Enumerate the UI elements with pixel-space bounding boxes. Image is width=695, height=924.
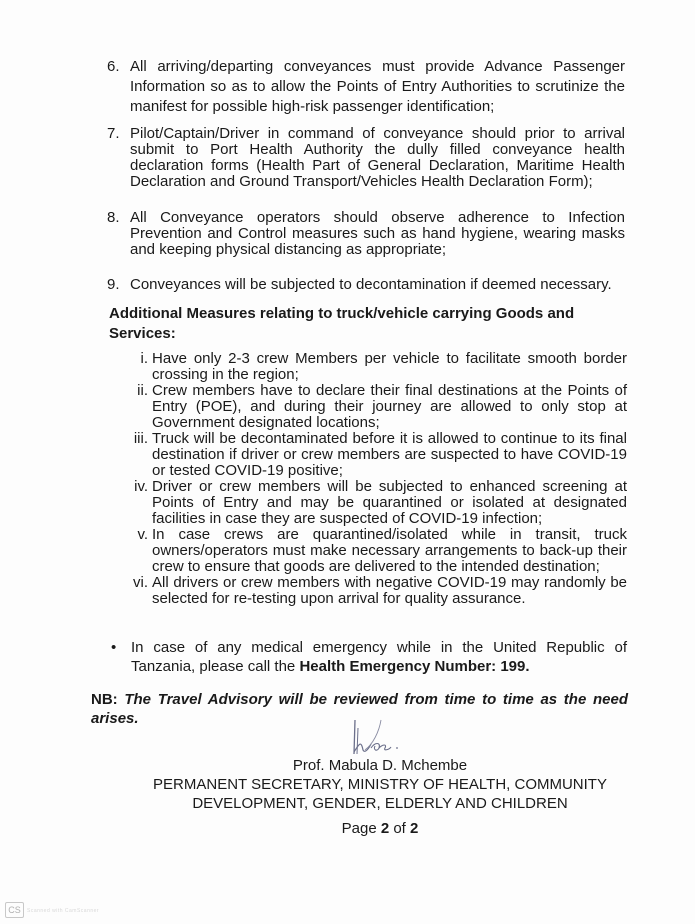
signatory-title-line-2: DEVELOPMENT, GENDER, ELDERLY AND CHILDREN xyxy=(192,795,568,812)
item-text: Conveyances will be subjected to decontamination if deemed necessary. xyxy=(130,276,612,293)
list-item xyxy=(124,431,627,479)
item-number: 8. xyxy=(107,209,120,226)
list-item-text: In case crews are quarantined/isolated while in transit, truck owners/operators must make necessary arrangements to back-up their crew to ensure that goods are delivered to the intended destination; xyxy=(152,526,627,575)
numbered-item-8 xyxy=(107,210,625,258)
list-item-text: Driver or crew members will be subjected to enhanced screening at Points of Entry and may be quarantined or isolated at designated facilities in case they are suspected of COVID-19 infection; xyxy=(152,478,627,527)
list-item xyxy=(124,575,627,607)
list-item xyxy=(124,351,627,383)
item-text: Pilot/Captain/Driver in command of conveyance should prior to arrival submit to Port Health Authority the dully filled conveyance health declaration forms (Health Part of General Declaration, Maritime Health Declaration and Ground Transport/Vehicles Health Declaration Form); xyxy=(130,125,625,190)
list-marker: vi. xyxy=(133,574,148,591)
total-pages: 2 xyxy=(410,820,419,837)
list-marker: iv. xyxy=(134,478,148,495)
item-text: All Conveyance operators should observe adherence to Infection Prevention and Control measures such as hand hygiene, wearing masks and keeping physical distancing as appropriate; xyxy=(130,209,625,258)
list-item xyxy=(124,527,627,575)
emergency-number: Health Emergency Number: 199. xyxy=(299,658,530,675)
list-item-text: All drivers or crew members with negative COVID-19 may randomly be selected for re-testing upon arrival for quality assurance. xyxy=(152,574,627,607)
list-item xyxy=(124,479,627,527)
numbered-item-6 xyxy=(107,57,625,117)
signatory-name: Prof. Mabula D. Mchembe xyxy=(292,757,468,774)
camscanner-logo-icon: CS xyxy=(5,902,24,918)
signatory-block xyxy=(120,756,640,813)
list-item-text: Truck will be decontaminated before it is allowed to continue to its final destination if driver or crew members are suspected to have COVID-19 or tested COVID-19 positive; xyxy=(152,430,627,479)
numbered-item-7 xyxy=(107,126,625,190)
scanner-watermark-text: Scanned with CamScanner xyxy=(27,908,100,914)
numbered-item-9 xyxy=(107,275,625,294)
bullet-text-regular: In case of any medical emergency while in the United Republic of Tanzania, please call the xyxy=(131,639,627,675)
bullet-icon: • xyxy=(111,639,117,656)
list-marker: iii. xyxy=(133,430,148,447)
nb-text: The Travel Advisory will be reviewed from time to time as the need arises. xyxy=(91,691,628,727)
list-item-text: Crew members have to declare their final destinations at the Points of Entry (POE), and during their journey are allowed to only stop at Government designated locations; xyxy=(152,382,627,431)
signature-icon xyxy=(345,714,415,760)
list-marker: ii. xyxy=(137,382,148,399)
item-text: All arriving/departing conveyances must provide Advance Passenger Information so as to allow the Points of Entry Authorities to scrutinize the manifest for possible high-risk passenger identification; xyxy=(130,58,625,115)
list-marker: i. xyxy=(140,350,148,367)
item-number: 7. xyxy=(107,125,120,142)
roman-numeral-list xyxy=(124,351,627,607)
section-heading: Additional Measures relating to truck/vehicle carrying Goods and Services: xyxy=(109,305,575,342)
item-number: 9. xyxy=(107,276,120,293)
list-marker: v. xyxy=(137,526,148,543)
bullet-text xyxy=(131,638,627,676)
emergency-bullet xyxy=(111,638,627,676)
list-item xyxy=(124,383,627,431)
list-item-text: Have only 2-3 crew Members per vehicle to facilitate smooth border crossing in the region; xyxy=(152,350,627,383)
page-number: Page 2 of 2 xyxy=(341,820,419,837)
item-number: 6. xyxy=(107,58,120,75)
current-page: 2 xyxy=(380,820,390,837)
nb-label: NB: xyxy=(91,691,125,708)
signatory-title-line-1: PERMANENT SECRETARY, MINISTRY OF HEALTH, COMMUNITY xyxy=(153,776,607,793)
